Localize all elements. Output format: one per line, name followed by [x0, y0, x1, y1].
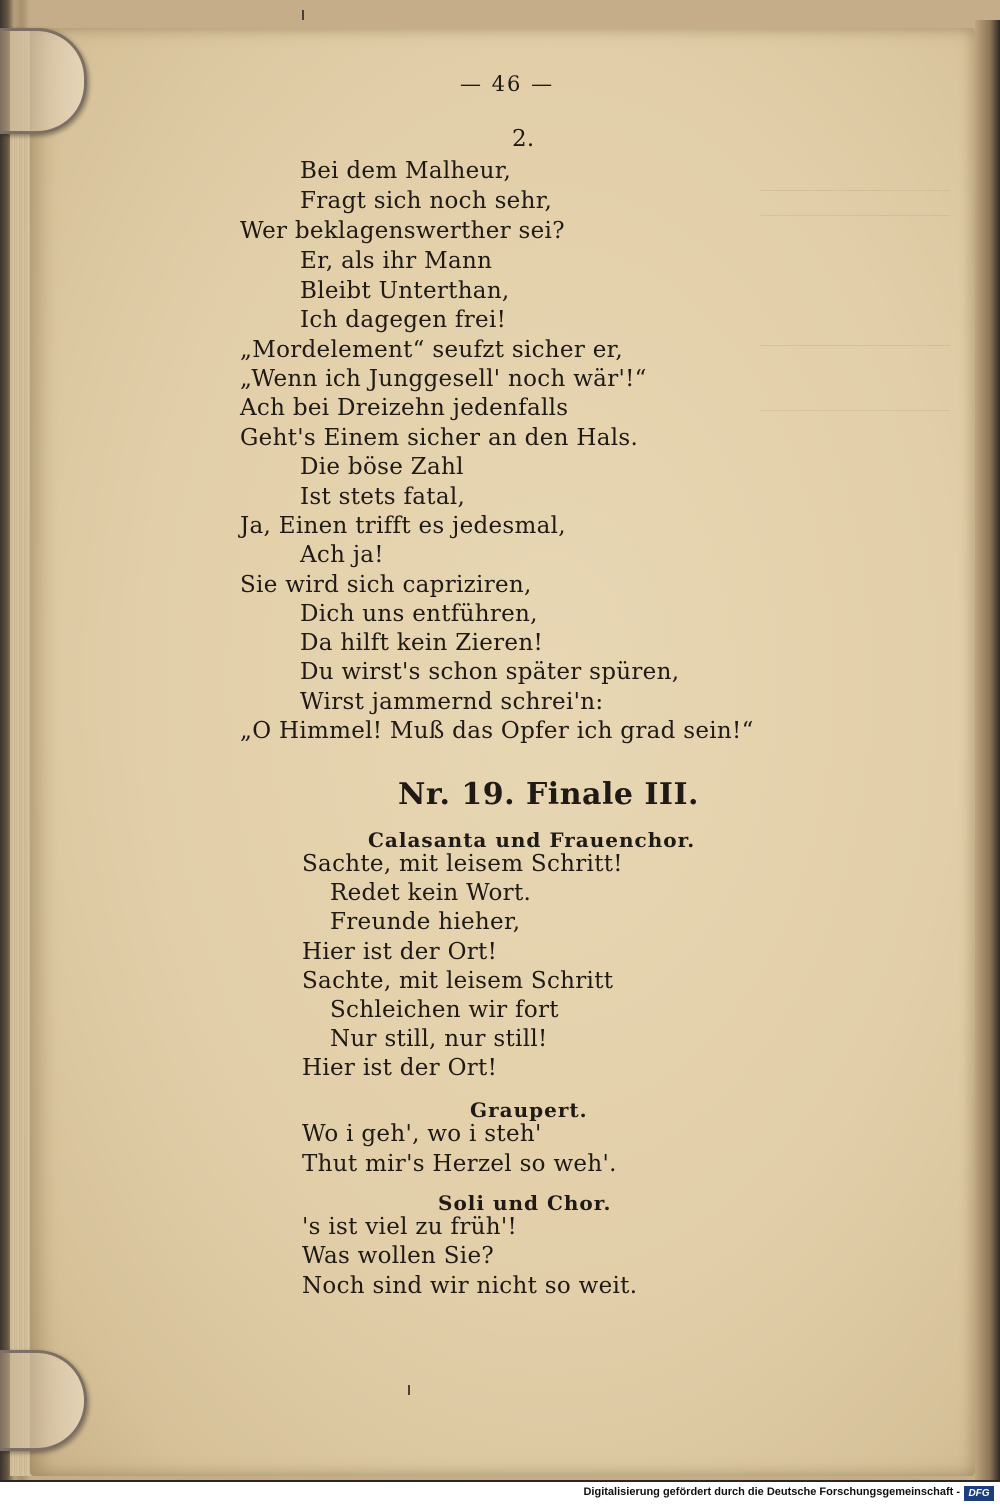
page-edge [975, 20, 1000, 1480]
verse-line: Ich dagegen frei! [300, 307, 507, 333]
lyric-line: Was wollen Sie? [302, 1243, 495, 1269]
page-number: — 46 — [460, 72, 555, 96]
lyric-line: 's ist viel zu früh'! [302, 1214, 518, 1240]
show-through [760, 190, 950, 191]
show-through [760, 215, 950, 216]
digitization-footer [0, 1482, 1000, 1506]
verse-line: Sie wird sich capriziren, [240, 572, 532, 598]
verse-line: Fragt sich noch sehr, [300, 188, 553, 214]
verse-line: Wer beklagenswerther sei? [240, 218, 565, 244]
lyric-line: Schleichen wir fort [330, 997, 559, 1023]
lyric-line: Wo i geh', wo i steh' [302, 1121, 542, 1147]
lyric-line: Hier ist der Ort! [302, 939, 498, 965]
verse-line: Du wirst's schon später spüren, [300, 659, 680, 685]
speaker-label: Graupert. [470, 1098, 588, 1122]
verse-line: Wirst jammernd schrei'n: [300, 689, 604, 715]
speaker-label: Calasanta und Frauenchor. [368, 828, 696, 852]
verse-line: Bei dem Malheur, [300, 158, 512, 184]
lyric-line: Thut mir's Herzel so weh'. [302, 1151, 617, 1177]
dfg-logo-icon: DFG [964, 1486, 994, 1501]
verse-line: „O Himmel! Muß das Opfer ich grad sein!“ [240, 718, 754, 744]
verse-line: Ach bei Dreizehn jedenfalls [240, 395, 569, 421]
show-through [760, 345, 950, 346]
lyric-line: Hier ist der Ort! [302, 1055, 498, 1081]
verse-line: Da hilft kein Zieren! [300, 630, 543, 656]
section-heading: Nr. 19. Finale III. [398, 777, 699, 812]
show-through [760, 410, 950, 411]
verse-line: Die böse Zahl [300, 454, 464, 480]
edge-mark [408, 1385, 410, 1395]
lyric-line: Nur still, nur still! [330, 1026, 548, 1052]
verse-line: Ja, Einen trifft es jedesmal, [240, 513, 566, 539]
verse-line: Geht's Einem sicher an den Hals. [240, 425, 639, 451]
speaker-label: Soli und Chor. [438, 1191, 612, 1215]
verse-line: Ach ja! [300, 542, 384, 568]
lyric-line: Freunde hieher, [330, 909, 521, 935]
verse-line: Dich uns entführen, [300, 601, 538, 627]
verse-line: „Mordelement“ seufzt sicher er, [240, 337, 624, 363]
lyric-line: Noch sind wir nicht so weit. [302, 1273, 638, 1299]
verse-number: 2. [512, 126, 535, 152]
lyric-line: Sachte, mit leisem Schritt [302, 968, 614, 994]
lyric-line: Redet kein Wort. [330, 880, 532, 906]
verse-line: Er, als ihr Mann [300, 248, 493, 274]
verse-line: „Wenn ich Junggesell' noch wär'!“ [240, 366, 647, 392]
edge-mark [302, 10, 304, 20]
verse-line: Ist stets fatal, [300, 484, 466, 510]
funding-credit: Digitalisierung gefördert durch die Deutsche Forschungsgemeinschaft - [583, 1486, 960, 1498]
lyric-line: Sachte, mit leisem Schritt! [302, 851, 623, 877]
verse-line: Bleibt Unterthan, [300, 278, 510, 304]
